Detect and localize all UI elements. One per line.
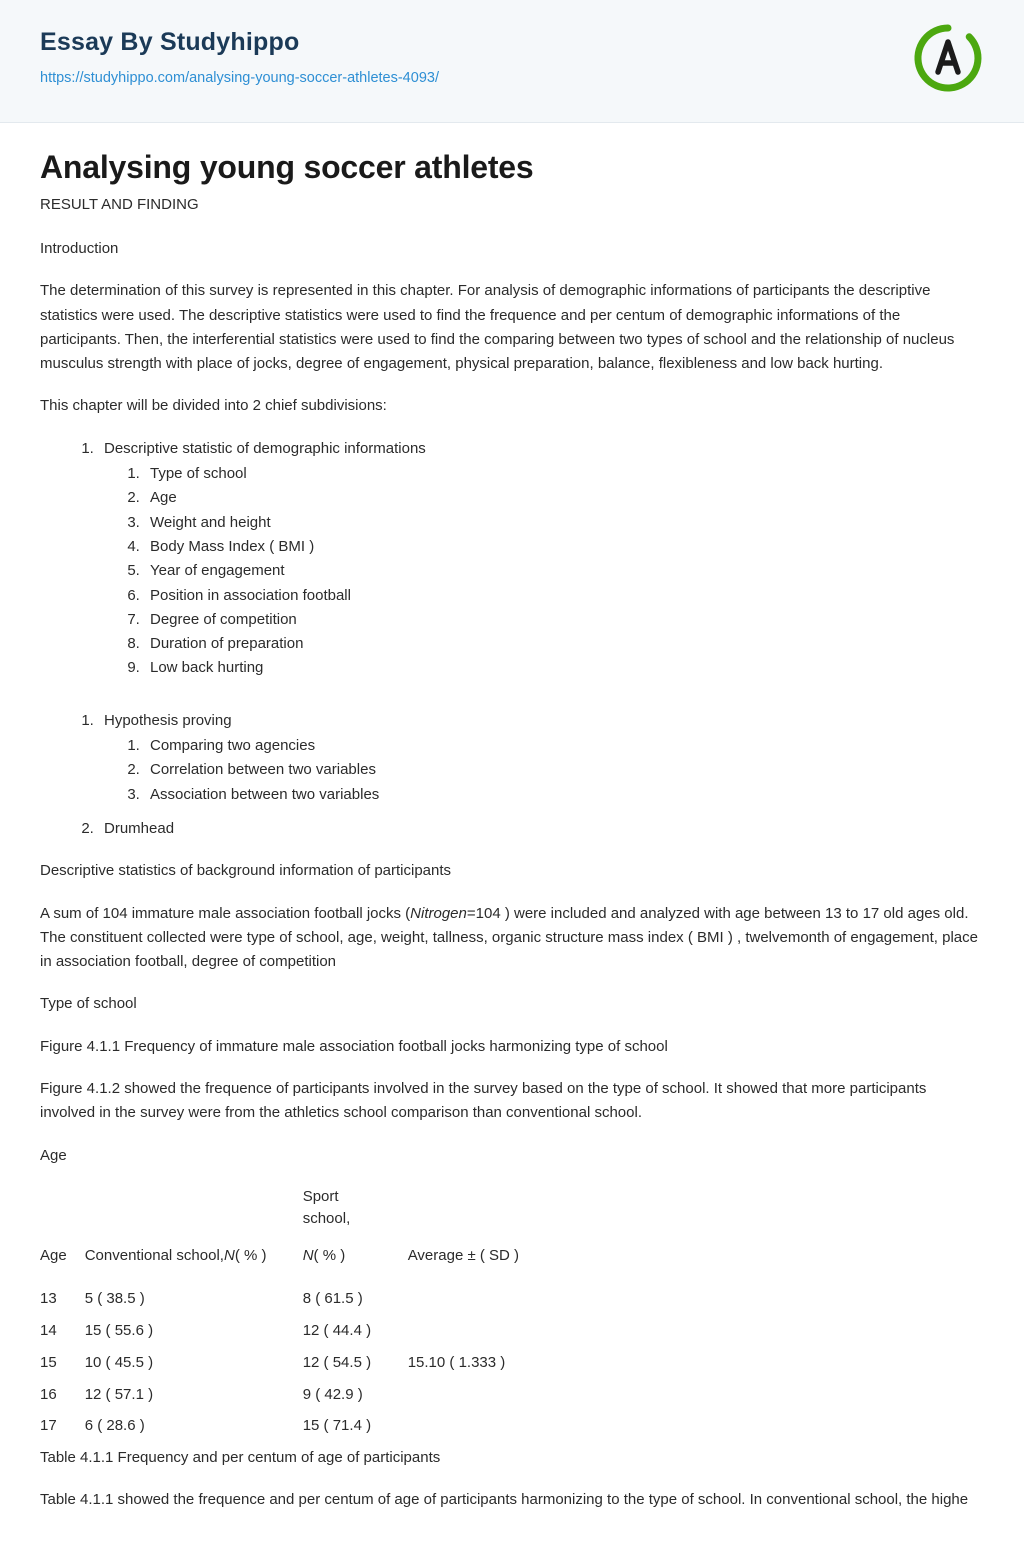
col-header-conventional — [85, 1186, 303, 1284]
sample-text-b: =104 ) were included and analyzed with age between 13 to 17 old ages old. The constituent collected were type of school, age, weight, tallness, organic structure mass index ( BMI ) , twelvemonth of engagement, place in association football, degree of competition — [40, 904, 978, 971]
col-header-sport-n: N — [302, 1246, 314, 1264]
table-row — [40, 1347, 568, 1379]
list-one-label: Descriptive statistic of demographic informations — [104, 439, 426, 457]
site-brand: Essay By Studyhippo — [40, 28, 300, 56]
list-item: 1. Type of school — [144, 462, 984, 486]
table-row — [40, 1379, 568, 1411]
cell-age: 17 — [40, 1417, 57, 1435]
sample-text-a: A sum of 104 immature male association football jocks ( — [40, 904, 411, 922]
list-item — [98, 437, 984, 681]
age-heading: Age — [40, 1146, 67, 1164]
cell-sport: 9 ( 42.9 ) — [302, 1385, 363, 1403]
table-row — [40, 1315, 568, 1347]
list-item: 2. Age — [144, 486, 984, 510]
list-item: 8. Duration of preparation — [144, 632, 984, 656]
list-item: 4. Body Mass Index ( BMI ) — [144, 535, 984, 559]
figure-412-paragraph: Figure 4.1.2 showed the frequence of participants involved in the survey based on the type of school. It showed that more participants involved in the survey were from the athletics school comparison than conventional school. — [40, 1080, 927, 1122]
cell-age: 14 — [40, 1322, 57, 1340]
table-caption: Table 4.1.1 Frequency and per centum of age of participants — [40, 1449, 441, 1467]
document-subtitle: RESULT AND FINDING — [40, 196, 199, 213]
col-header-conventional-suffix: ( % ) — [234, 1246, 267, 1264]
cell-conventional: 12 ( 57.1 ) — [84, 1385, 154, 1403]
closing-paragraph: Table 4.1.1 showed the frequence and per centum of age of participants harmonizing to the type of school. In conventional school, the highe — [40, 1491, 969, 1509]
list-item: 7. Degree of competition — [144, 608, 984, 632]
cell-sport: 12 ( 44.4 ) — [302, 1322, 372, 1340]
list-one-sublist — [104, 462, 984, 681]
cell-average — [408, 1410, 568, 1442]
cell-age: 13 — [40, 1290, 57, 1308]
col-header-sport-text: Sport school, — [302, 1187, 351, 1228]
sample-paragraph — [40, 902, 984, 975]
col-header-conventional-n: N — [223, 1246, 235, 1264]
cell-average — [408, 1379, 568, 1411]
divisions-lead: This chapter will be divided into 2 chief subdivisions: — [40, 397, 387, 415]
table-header-row — [40, 1186, 568, 1284]
sample-italic-n: Nitrogen — [410, 904, 467, 922]
intro-paragraph: The determination of this survey is represented in this chapter. For analysis of demographic informations of participants the descriptive statistics were used. The descriptive statistics were used to find the frequence and per centum of demographic informations of the participants. Then, the interferential statistics were used to find the comparing between two types of school and the relationship of nucleus musculus strength with place of jocks, degree of engagement, physical preparation, balance, flexibleness and low back hurting. — [40, 282, 955, 373]
list-item: 5. Year of engagement — [144, 559, 984, 583]
divisions-list-two — [40, 709, 984, 841]
list-two-sublist — [104, 734, 984, 807]
list-item: 6. Position in association football — [144, 584, 984, 608]
type-of-school-heading: Type of school — [40, 995, 137, 1013]
list-item — [98, 709, 984, 807]
studyhippo-a-logo-icon — [912, 22, 984, 94]
list-item: 2. Correlation between two variables — [144, 758, 984, 782]
cell-sport: 15 ( 71.4 ) — [302, 1417, 372, 1435]
col-header-sport-n-line — [303, 1245, 390, 1268]
page-title: Analysing young soccer athletes — [40, 149, 534, 185]
table-row — [40, 1410, 568, 1442]
source-url-link[interactable]: https://studyhippo.com/analysing-young-soccer-athletes-4093/ — [40, 70, 439, 86]
age-frequency-table — [40, 1186, 568, 1442]
cell-conventional: 10 ( 45.5 ) — [84, 1353, 154, 1371]
intro-heading: Introduction — [40, 240, 119, 257]
list-spacer — [40, 691, 984, 703]
cell-conventional: 15 ( 55.6 ) — [84, 1322, 154, 1340]
table-body — [40, 1283, 568, 1442]
cell-age: 15 — [40, 1353, 57, 1371]
cell-average: 15.10 ( 1.333 ) — [407, 1353, 506, 1371]
cell-conventional: 5 ( 38.5 ) — [84, 1290, 145, 1308]
site-header — [0, 0, 1024, 123]
col-header-sport-suffix: ( % ) — [313, 1246, 346, 1264]
cell-conventional: 6 ( 28.6 ) — [84, 1417, 145, 1435]
list-item: 1. Comparing two agencies — [144, 734, 984, 758]
cell-age: 16 — [40, 1385, 57, 1403]
list-two-label: Hypothesis proving — [104, 711, 232, 729]
list-item: 2. Drumhead — [98, 817, 984, 841]
list-item: 3. Association between two variables — [144, 783, 984, 807]
list-item: 3. Weight and height — [144, 511, 984, 535]
divisions-list-one — [40, 437, 984, 681]
col-header-conventional-text: Conventional school, — [84, 1246, 224, 1264]
document-body — [0, 123, 1024, 1552]
col-header-average: Average ± ( SD ) — [407, 1246, 520, 1264]
col-header-age: Age — [40, 1246, 67, 1264]
cell-sport: 12 ( 54.5 ) — [302, 1353, 372, 1371]
table-header — [40, 1186, 568, 1284]
cell-average — [408, 1315, 568, 1347]
cell-sport: 8 ( 61.5 ) — [302, 1290, 363, 1308]
col-header-sport — [303, 1186, 408, 1284]
table-row — [40, 1283, 568, 1315]
figure-411-caption: Figure 4.1.1 Frequency of immature male association football jocks harmonizing type of school — [40, 1037, 668, 1055]
descriptive-heading: Descriptive statistics of background information of participants — [40, 862, 452, 880]
list-item: 9. Low back hurting — [144, 656, 984, 680]
cell-average — [408, 1283, 568, 1315]
